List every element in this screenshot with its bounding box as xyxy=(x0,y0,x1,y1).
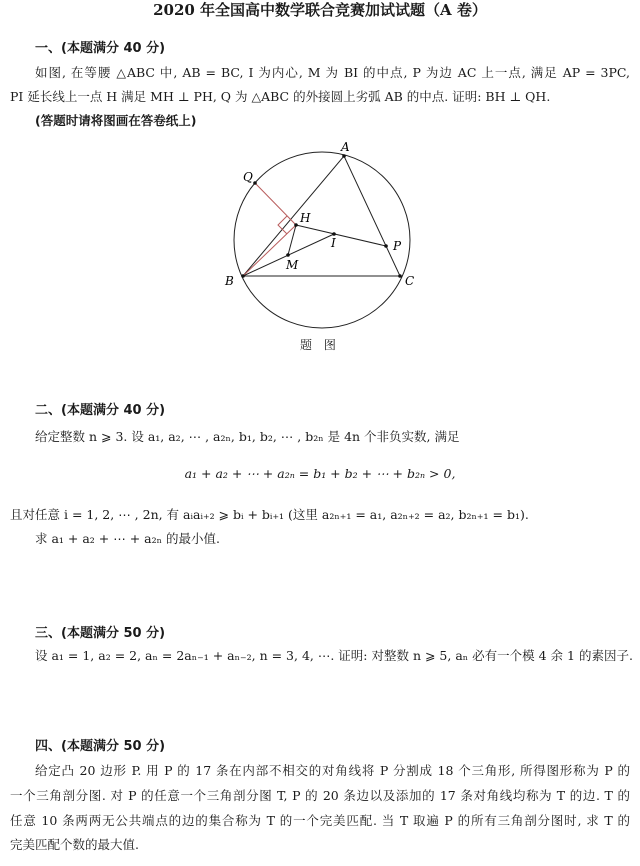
label-p: P xyxy=(393,239,402,253)
label-h: H xyxy=(300,211,311,225)
triangle-abc xyxy=(243,156,400,276)
problem-2-text-line: 求 a₁ + a₂ + ⋯ + a₂ₙ 的最小值. xyxy=(35,531,220,546)
label-b: B xyxy=(225,274,234,288)
problem-1-heading: 一、(本题满分 40 分) xyxy=(35,41,166,56)
problem-4-text-line: 给定凸 20 边形 P. 用 P 的 17 条在内部不相交的对角线将 P 分割成 18 个三角形, 所得图形称为 P 的 xyxy=(35,763,630,778)
label-m: M xyxy=(286,258,299,272)
label-i: I xyxy=(331,236,336,250)
problem-2-formula: a₁ + a₂ + ⋯ + a₂ₙ = b₁ + b₂ + ⋯ + b₂ₙ > 0, xyxy=(184,466,456,481)
label-c: C xyxy=(405,274,415,288)
problem-1-text-line: PI 延长线上一点 H 满足 MH ⊥ PH, Q 为 △ABC 的外接圆上劣弧 AB 的中点. 证明: BH ⊥ QH. xyxy=(10,89,551,104)
problem-4-text-line: 任意 10 条两两无公共端点的边的集合称为 T 的一个完美匹配. 当 T 取遍 P 的所有三角剖分图时, 求 T 的 xyxy=(10,813,630,828)
problem-2-text-line: 且对任意 i = 1, 2, ⋯ , 2n, 有 aᵢaᵢ₊₂ ⩾ bᵢ + bᵢ₊₁ (这里 a₂ₙ₊₁ = a₁, a₂ₙ₊₂ = a₂, b₂ₙ₊₁ = b₁). xyxy=(10,507,529,522)
problem-1-text-line: 如图, 在等腰 △ABC 中, AB = BC, I 为内心, M 为 BI 的中点, P 为边 AC 上一点, 满足 AP = 3PC, xyxy=(35,65,630,80)
label-q: Q xyxy=(243,170,253,184)
geometry-figure xyxy=(0,0,640,360)
exam-title: 2020 年全国高中数学联合竞赛加试试题（A 卷） xyxy=(153,1,487,19)
problem-2-text-line: 给定整数 n ⩾ 3. 设 a₁, a₂, ⋯ , a₂ₙ, b₁, b₂, ⋯ , b₂ₙ 是 4n 个非负实数, 满足 xyxy=(35,429,460,444)
segment-qh xyxy=(255,183,296,225)
problem-3-heading: 三、(本题满分 50 分) xyxy=(35,626,166,641)
problem-4-heading: 四、(本题满分 50 分) xyxy=(35,739,166,754)
label-a: A xyxy=(341,140,350,154)
problem-2-heading: 二、(本题满分 40 分) xyxy=(35,403,166,418)
segment-hp xyxy=(296,225,386,246)
figure-caption: 题 图 xyxy=(300,338,340,352)
problem-1-note: (答题时请将图画在答卷纸上) xyxy=(35,113,197,128)
problem-3-text-line: 设 a₁ = 1, a₂ = 2, aₙ = 2aₙ₋₁ + aₙ₋₂, n = 3, 4, ⋯. 证明: 对整数 n ⩾ 5, aₙ 必有一个模 4 余 1 的素因子. xyxy=(35,648,633,663)
problem-4-text-line: 一个三角剖分图. 对 P 的任意一个三角剖分图 T, P 的 20 条边以及添加的 17 条对角线均称为 T 的边. T 的 xyxy=(10,788,630,803)
problem-4-text-line: 完美匹配个数的最大值. xyxy=(10,837,139,852)
